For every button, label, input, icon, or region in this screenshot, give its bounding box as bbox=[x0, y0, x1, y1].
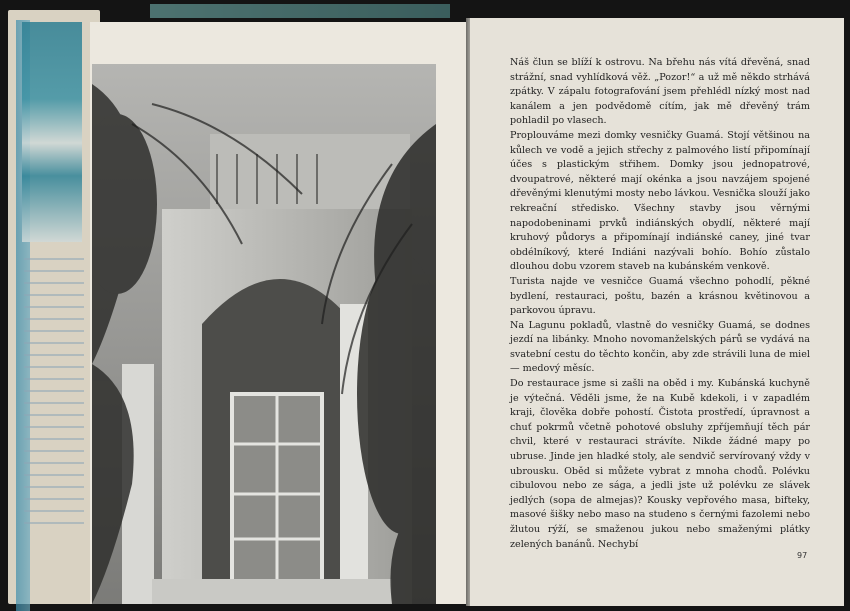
page-number: 97 bbox=[797, 551, 808, 560]
background-text-lines bbox=[24, 258, 84, 528]
body-text bbox=[510, 56, 810, 552]
paragraph: Turista najde ve vesničce Guamá všechno pohodlí, pěkné bydlení, restauraci, poštu, bazén a krásnou květinovou a parkovou úpravu. bbox=[510, 275, 810, 317]
house-photo-illustration bbox=[92, 64, 436, 604]
right-page bbox=[470, 18, 844, 606]
paragraph: Do restaurace jsme si zašli na oběd i my. Kubánská kuchyně je výtečná. Věděli jsme, že na Kubě kdekoli, i v zapadlém kraji, člověka dobře pohostí. Čistota prostředí, úpravnost a chuť pokrmů včetně pohotové obsluhy zpříjemňují těch pár chvil, které v restauraci strávíte. Nikde žádné mapy po ubruse. Jinde jen hladké stoly, ale sendvič servírovaný vždy v ubrousku. Oběd si můžete vybrat z mnoha chodů. Polévku cibulovou nebo ze sága, a jedli jste už polévku ze slávek jedlých (sopa de almejas)? Kousky vepřového masa, bifteky, masové šišky nebo maso na studeno s černými fazolemi nebo žlutou rýží, se smaženou jukou nebo smaženými plátky zelených banánů. Nechybí bbox=[510, 378, 810, 550]
paragraph: Na Lagunu pokladů, vlastně do vesničky Guamá, se dodnes jezdí na libánky. Mnoho novomanželských párů se vydává na svatební cestu do těchto končin, aby zde strávili luna de miel — medový měsíc. bbox=[510, 319, 810, 375]
left-page bbox=[90, 22, 468, 604]
background-photo bbox=[22, 22, 82, 242]
paragraph: Proplouváme mezi domky vesničky Guamá. Stojí většinou na kůlech ve vodě a jejich střechy z palmového listí připomínají účes s plastickým střihem. Domky jsou jednopatrové, dvoupatrové, některé mají okénka a jsou navzájem spojené dřevěnými klenutými mosty nebo lávkou. Vesnička slouží jako rekreační středisko. Všechny stavby jsou věrnými napodobeninami prvků indiánských obydlí, některé mají kruhový půdorys a připomínají indiánské caney, jiné tvar obdélníkový, které Indiáni nazývali bohío. Bohío zůstalo dlouhou dobu vzorem staveb na kubánském venkově. bbox=[510, 129, 810, 273]
paragraph: Náš člun se blíží k ostrovu. Na břehu nás vítá dřevěná, snad strážní, snad vyhlídková věž. „Pozor!“ a už mě někdo strhává zpátky. V zápalu fotografování jsem přehlédl nízký most nad kanálem a jen podvědomě cítím, jak mě dřevěný trám pohladil po vlasech. bbox=[510, 57, 810, 127]
house-photo bbox=[92, 64, 436, 604]
background-book-edge bbox=[150, 4, 450, 18]
